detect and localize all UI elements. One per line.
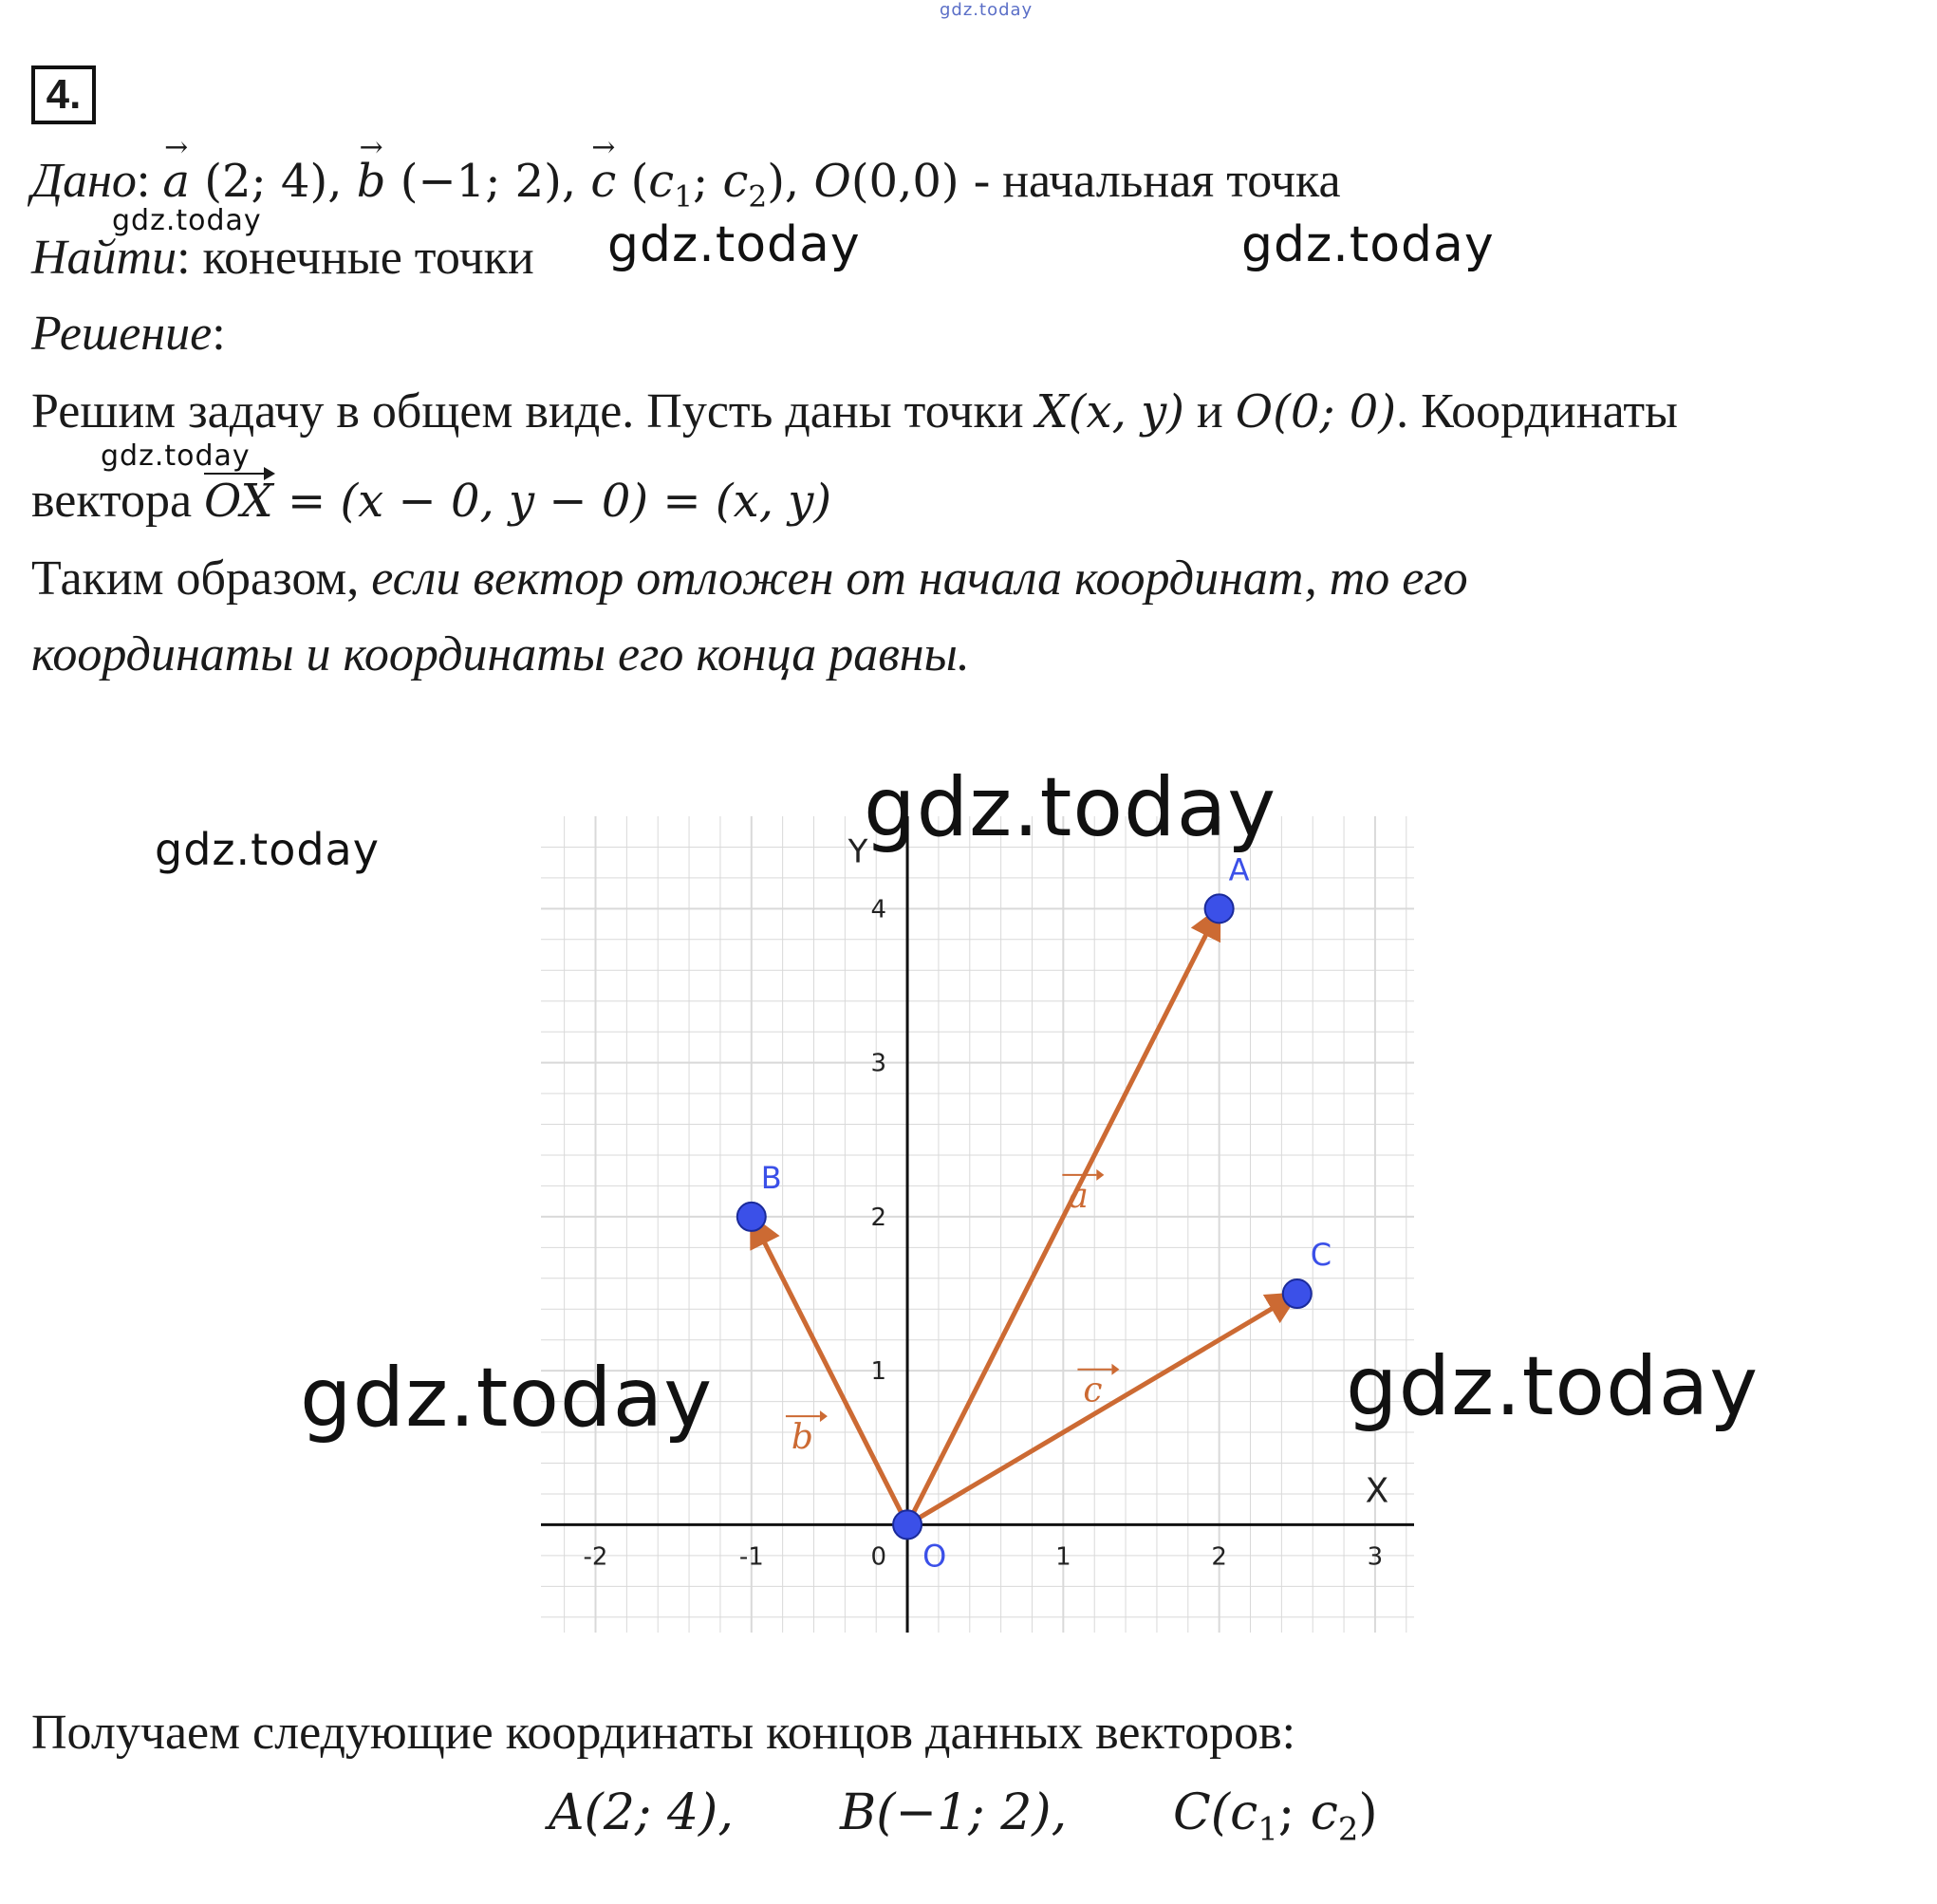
- find-text: : конечные точки: [177, 231, 534, 285]
- point-o: O(0; 0): [1235, 385, 1397, 439]
- given-line: Дано: → a (2; 4), → b (−1; 2), → c ($c_1$; $c_2$), O(0,0) - начальная точка: [31, 157, 1341, 213]
- given-label: Дано: [31, 154, 137, 208]
- y-axis-label: Y: [847, 832, 868, 871]
- x-axis-label: X: [1365, 1471, 1389, 1511]
- vector-c-label: c: [1083, 1371, 1103, 1410]
- given-tail: - начальная точка: [973, 154, 1341, 208]
- watermark: gdz.today: [155, 824, 380, 875]
- point-O: [893, 1510, 922, 1539]
- paragraph-2-line-2: координаты и координаты его конца равны.: [31, 627, 970, 681]
- x-tick-label: 2: [1211, 1542, 1227, 1572]
- vector-ox-formula: = (x − 0, y − 0) = (x, y): [272, 475, 832, 528]
- point-x: X(x, y): [1035, 385, 1184, 439]
- paragraph-2-line-1: Таким образом, если вектор отложен от начала координат, то его: [31, 551, 1468, 606]
- find-label: Найти: [31, 231, 177, 285]
- watermark: gdz.today: [864, 760, 1277, 855]
- grid: [541, 816, 1414, 1633]
- origin-point: O: [813, 155, 851, 208]
- y-tick-label: 1: [870, 1357, 887, 1387]
- problem-number: 4.: [31, 65, 96, 124]
- vector-a-label: a: [1068, 1176, 1089, 1216]
- y-tick-label: 2: [870, 1203, 887, 1232]
- point-A-label: A: [1228, 851, 1250, 888]
- paragraph-1-line-1: Решим задачу в общем виде. Пусть даны точки X(x, y) и O(0; 0). Координаты: [31, 384, 1678, 439]
- given-vectors: → a (2; 4), → b (−1; 2), → c ($c_1$; $c_2$), O(0,0): [162, 155, 974, 208]
- answer-c: $C(c_1$; $c_2$): [1173, 1784, 1378, 1848]
- vector-a-name: → a: [162, 159, 190, 204]
- vector-c-name: → c: [590, 159, 616, 204]
- watermark-top: gdz.today: [940, 0, 1034, 20]
- solution-heading: Решение:: [31, 307, 226, 361]
- vector-ox: OX: [204, 475, 273, 528]
- answer-b: B(−1; 2),: [840, 1784, 1068, 1841]
- watermark: gdz.today: [112, 204, 262, 237]
- watermark: gdz.today: [607, 216, 861, 273]
- vector-chart: [541, 816, 1414, 1633]
- vector-b-label-head: [820, 1410, 828, 1422]
- watermark: gdz.today: [101, 439, 251, 473]
- find-line: [31, 233, 534, 283]
- point-A: [1205, 894, 1234, 923]
- vector-c-label-head: [1111, 1364, 1119, 1375]
- y-tick-label: 4: [870, 895, 887, 924]
- point-O-label: O: [922, 1538, 947, 1575]
- x-tick-label: 1: [1055, 1542, 1071, 1572]
- x-tick-label: 3: [1367, 1542, 1384, 1572]
- conclusion-text: Получаем следующие координаты концов данных векторов:: [31, 1706, 1296, 1760]
- x-tick-label: -1: [738, 1542, 764, 1572]
- vector-a-label-head: [1096, 1169, 1104, 1181]
- point-B: [737, 1203, 766, 1231]
- watermark: gdz.today: [1346, 1339, 1760, 1434]
- vector-b-name: → b: [357, 159, 386, 204]
- y-tick-label: 3: [870, 1049, 887, 1078]
- origin-tick-label: 0: [870, 1542, 887, 1572]
- x-tick-label: -2: [583, 1542, 608, 1572]
- point-B-label: B: [760, 1159, 782, 1196]
- answer-a: A(2; 4),: [549, 1784, 734, 1841]
- paragraph-1-line-2: вектора OX = (x − 0, y − 0) = (x, y): [31, 474, 832, 528]
- point-C-label: C: [1310, 1237, 1332, 1274]
- watermark: gdz.today: [300, 1351, 714, 1446]
- vector-b-label: b: [791, 1418, 813, 1458]
- watermark: gdz.today: [1241, 216, 1495, 273]
- point-C: [1283, 1279, 1312, 1308]
